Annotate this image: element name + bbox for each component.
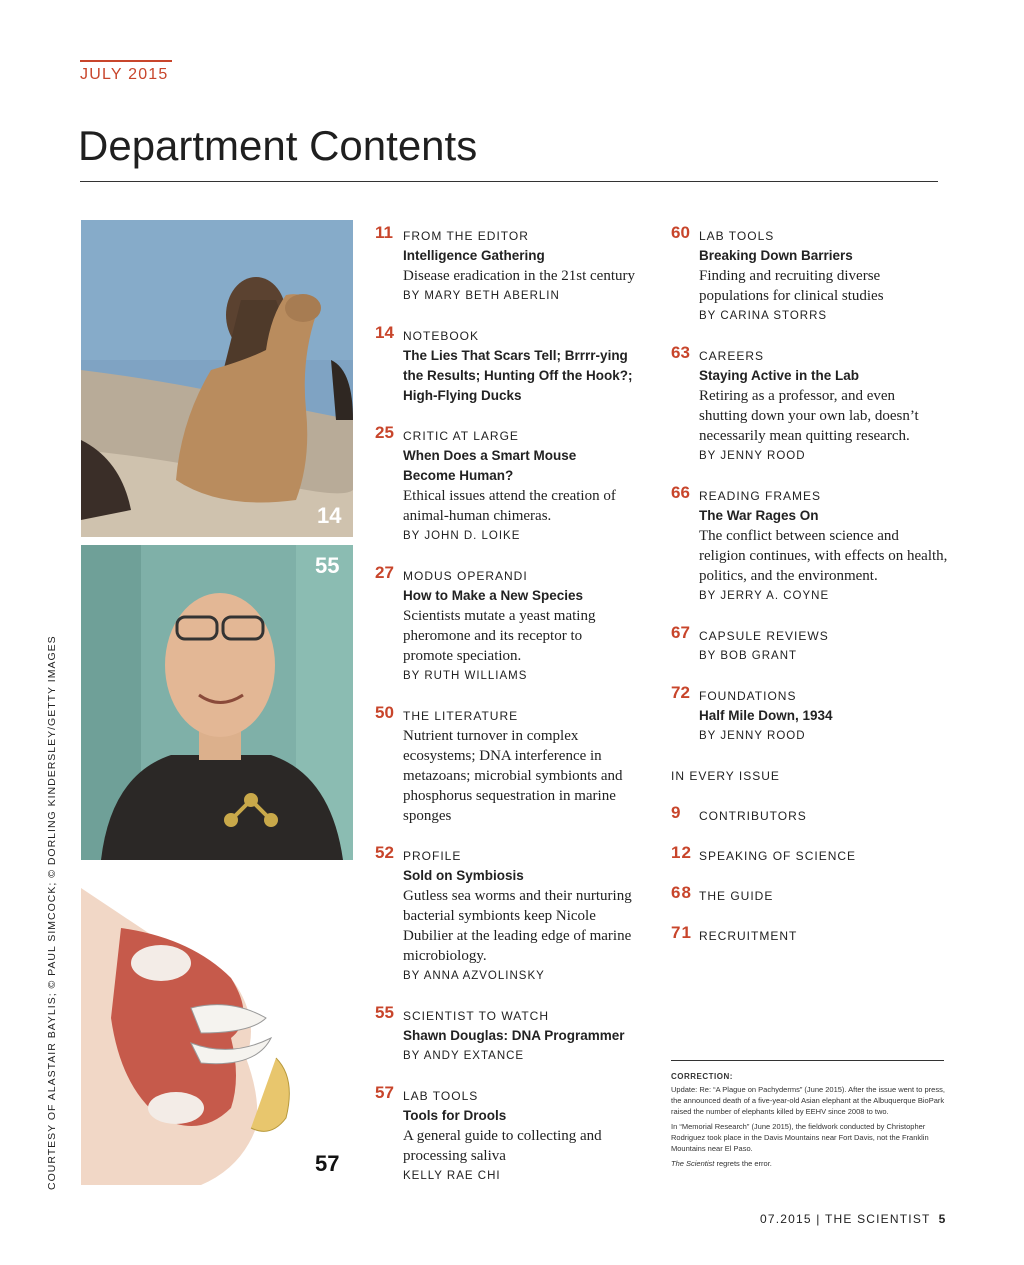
entry-page-number: 71: [671, 923, 692, 942]
entry-headline: The Lies That Scars Tell; Brrrr-ying the Results; Hunting Off the Hook?; High-Flying Ducks: [403, 348, 633, 403]
correction-box: [671, 1071, 946, 1173]
entry-byline: BY BOB GRANT: [699, 650, 798, 662]
entry-department: MODUS OPERANDI: [403, 569, 528, 583]
issue-date: JULY 2015: [80, 66, 169, 83]
every-issue-item[interactable]: [671, 843, 961, 866]
every-issue-heading: IN EVERY ISSUE: [671, 769, 780, 783]
page-footer: [760, 1212, 946, 1226]
entry-dek: The conflict between science and religion continues, with effects on health, politics, and the environment.: [699, 528, 948, 584]
entry-page-number: 55: [375, 1003, 394, 1022]
correction-paragraph: Update: Re: “A Plague on Pachyderms” (June 2015). After the issue went to press, the announced death of a five-year-old Asian elephant at the Albuquerque BioPark raised the number of elephants killed by EEHV since 2008 to two.: [671, 1085, 945, 1116]
entry-dek: A general guide to collecting and processing saliva: [403, 1128, 602, 1164]
entry-byline: KELLY RAE CHI: [403, 1170, 501, 1182]
entry-page-number: 60: [671, 223, 690, 242]
toc-entry[interactable]: [671, 343, 961, 466]
correction-regret: regrets the error.: [714, 1159, 772, 1168]
entry-department: THE LITERATURE: [403, 709, 519, 723]
page-number: 5: [938, 1212, 947, 1226]
entry-dek: Scientists mutate a yeast mating pheromone and its receptor to promote speciation.: [403, 608, 596, 664]
entry-page-number: 63: [671, 343, 690, 362]
entry-headline: How to Make a New Species: [403, 588, 584, 603]
photo-page-number: 57: [315, 1151, 340, 1176]
toc-entry[interactable]: [375, 1083, 665, 1186]
entry-headline: Shawn Douglas: DNA Programmer: [403, 1028, 625, 1043]
entry-page-number: 12: [671, 843, 692, 862]
entry-department: CAPSULE REVIEWS: [699, 629, 829, 643]
toc-entry[interactable]: [671, 623, 961, 666]
photo-credit: COURTESY OF ALASTAIR BAYLIS; © PAUL SIMCOCK; © DORLING KINDERSLEY/GETTY IMAGES: [46, 635, 58, 1190]
entry-page-number: 67: [671, 623, 690, 642]
photo-page-number: 14: [317, 503, 342, 528]
entry-byline: BY JOHN D. LOIKE: [403, 530, 521, 542]
toc-entry[interactable]: [375, 563, 665, 686]
entry-headline: Breaking Down Barriers: [699, 248, 853, 263]
entry-byline: BY JERRY A. COYNE: [699, 590, 830, 602]
entry-department: CAREERS: [699, 349, 765, 363]
entry-page-number: 27: [375, 563, 394, 582]
toc-entry[interactable]: [671, 683, 961, 746]
sea-lions-photo: [81, 220, 353, 537]
portrait-photo: [81, 545, 353, 860]
toc-entry[interactable]: [375, 223, 665, 306]
entry-page-number: 57: [375, 1083, 394, 1102]
toc-entry[interactable]: [671, 483, 961, 606]
toc-entry[interactable]: [375, 423, 665, 546]
toc-entry[interactable]: [375, 323, 665, 406]
entry-department: FOUNDATIONS: [699, 689, 797, 703]
entry-page-number: 14: [375, 323, 394, 342]
correction-paragraph: In “Memorial Research” (June 2015), the fieldwork conducted by Christopher Rodriguez took place in the Davis Mountains near Fort Davis, not the Franklin Mountains near El Paso.: [671, 1122, 929, 1153]
entry-dek: Ethical issues attend the creation of animal-human chimeras.: [403, 488, 616, 524]
contents-column-right: [671, 223, 961, 966]
entry-byline: BY JENNY ROOD: [699, 450, 806, 462]
entry-byline: BY ANNA AZVOLINSKY: [403, 970, 545, 982]
entry-page-number: 72: [671, 683, 690, 702]
entry-department: NOTEBOOK: [403, 329, 480, 343]
entry-page-number: 66: [671, 483, 690, 502]
entry-headline: When Does a Smart Mouse Become Human?: [403, 448, 577, 483]
every-issue-label: SPEAKING OF SCIENCE: [699, 849, 857, 863]
entry-byline: BY ANDY EXTANCE: [403, 1050, 525, 1062]
every-issue-item[interactable]: [671, 803, 961, 826]
page-title: Department Contents: [78, 122, 478, 169]
entry-department: SCIENTIST TO WATCH: [403, 1009, 550, 1023]
entry-page-number: 9: [671, 803, 682, 822]
entry-headline: Staying Active in the Lab: [699, 368, 860, 383]
entry-byline: BY JENNY ROOD: [699, 730, 806, 742]
every-issue-item[interactable]: [671, 883, 961, 906]
entry-byline: BY CARINA STORRS: [699, 310, 828, 322]
entry-department: READING FRAMES: [699, 489, 822, 503]
correction-rule: [671, 1060, 944, 1061]
anatomy-illustration: [81, 868, 353, 1185]
entry-department: LAB TOOLS: [403, 1089, 479, 1103]
entry-department: PROFILE: [403, 849, 462, 863]
entry-byline: BY RUTH WILLIAMS: [403, 670, 528, 682]
entry-dek: Disease eradication in the 21st century: [403, 268, 636, 284]
publication-name: The Scientist: [671, 1159, 715, 1168]
contents-column-left: [375, 223, 665, 1206]
issue-rule: [80, 60, 172, 62]
every-issue-item[interactable]: [671, 923, 961, 946]
entry-byline: BY MARY BETH ABERLIN: [403, 290, 560, 302]
entry-dek: Retiring as a professor, and even shutting down your own lab, doesn’t necessarily mean quitting research.: [699, 388, 919, 444]
toc-entry[interactable]: [375, 843, 665, 986]
entry-page-number: 25: [375, 423, 394, 442]
entry-department: CRITIC AT LARGE: [403, 429, 519, 443]
entry-page-number: 50: [375, 703, 394, 722]
entry-headline: Half Mile Down, 1934: [699, 708, 833, 723]
title-rule: [80, 181, 938, 182]
correction-title: CORRECTION:: [671, 1072, 733, 1081]
entry-headline: The War Rages On: [699, 508, 819, 523]
entry-page-number: 11: [375, 223, 393, 242]
entry-dek: Nutrient turnover in complex ecosystems; DNA interference in metazoans; microbial symbionts and phosphorus sequestration in marine sponges: [403, 728, 623, 824]
every-issue-label: CONTRIBUTORS: [699, 809, 807, 823]
entry-department: LAB TOOLS: [699, 229, 775, 243]
every-issue-label: THE GUIDE: [699, 889, 774, 903]
entry-headline: Tools for Drools: [403, 1108, 507, 1123]
toc-entry[interactable]: [375, 1003, 665, 1066]
toc-entry[interactable]: [375, 703, 665, 826]
photo-page-number: 55: [315, 553, 340, 578]
entry-department: FROM THE EDITOR: [403, 229, 529, 243]
correction-paragraph: [671, 1158, 946, 1169]
entry-dek: Finding and recruiting diverse populations for clinical studies: [699, 268, 884, 304]
folio-text: 07.2015 | THE SCIENTIST: [760, 1212, 931, 1226]
entry-dek: Gutless sea worms and their nurturing bacterial symbionts keep Nicole Dubilier at the leading edge of marine microbiology.: [403, 888, 632, 964]
entry-page-number: 52: [375, 843, 394, 862]
entry-headline: Sold on Symbiosis: [403, 868, 524, 883]
toc-entry[interactable]: [671, 223, 961, 326]
every-issue-label: RECRUITMENT: [699, 929, 798, 943]
entry-page-number: 68: [671, 883, 692, 902]
entry-headline: Intelligence Gathering: [403, 248, 545, 263]
